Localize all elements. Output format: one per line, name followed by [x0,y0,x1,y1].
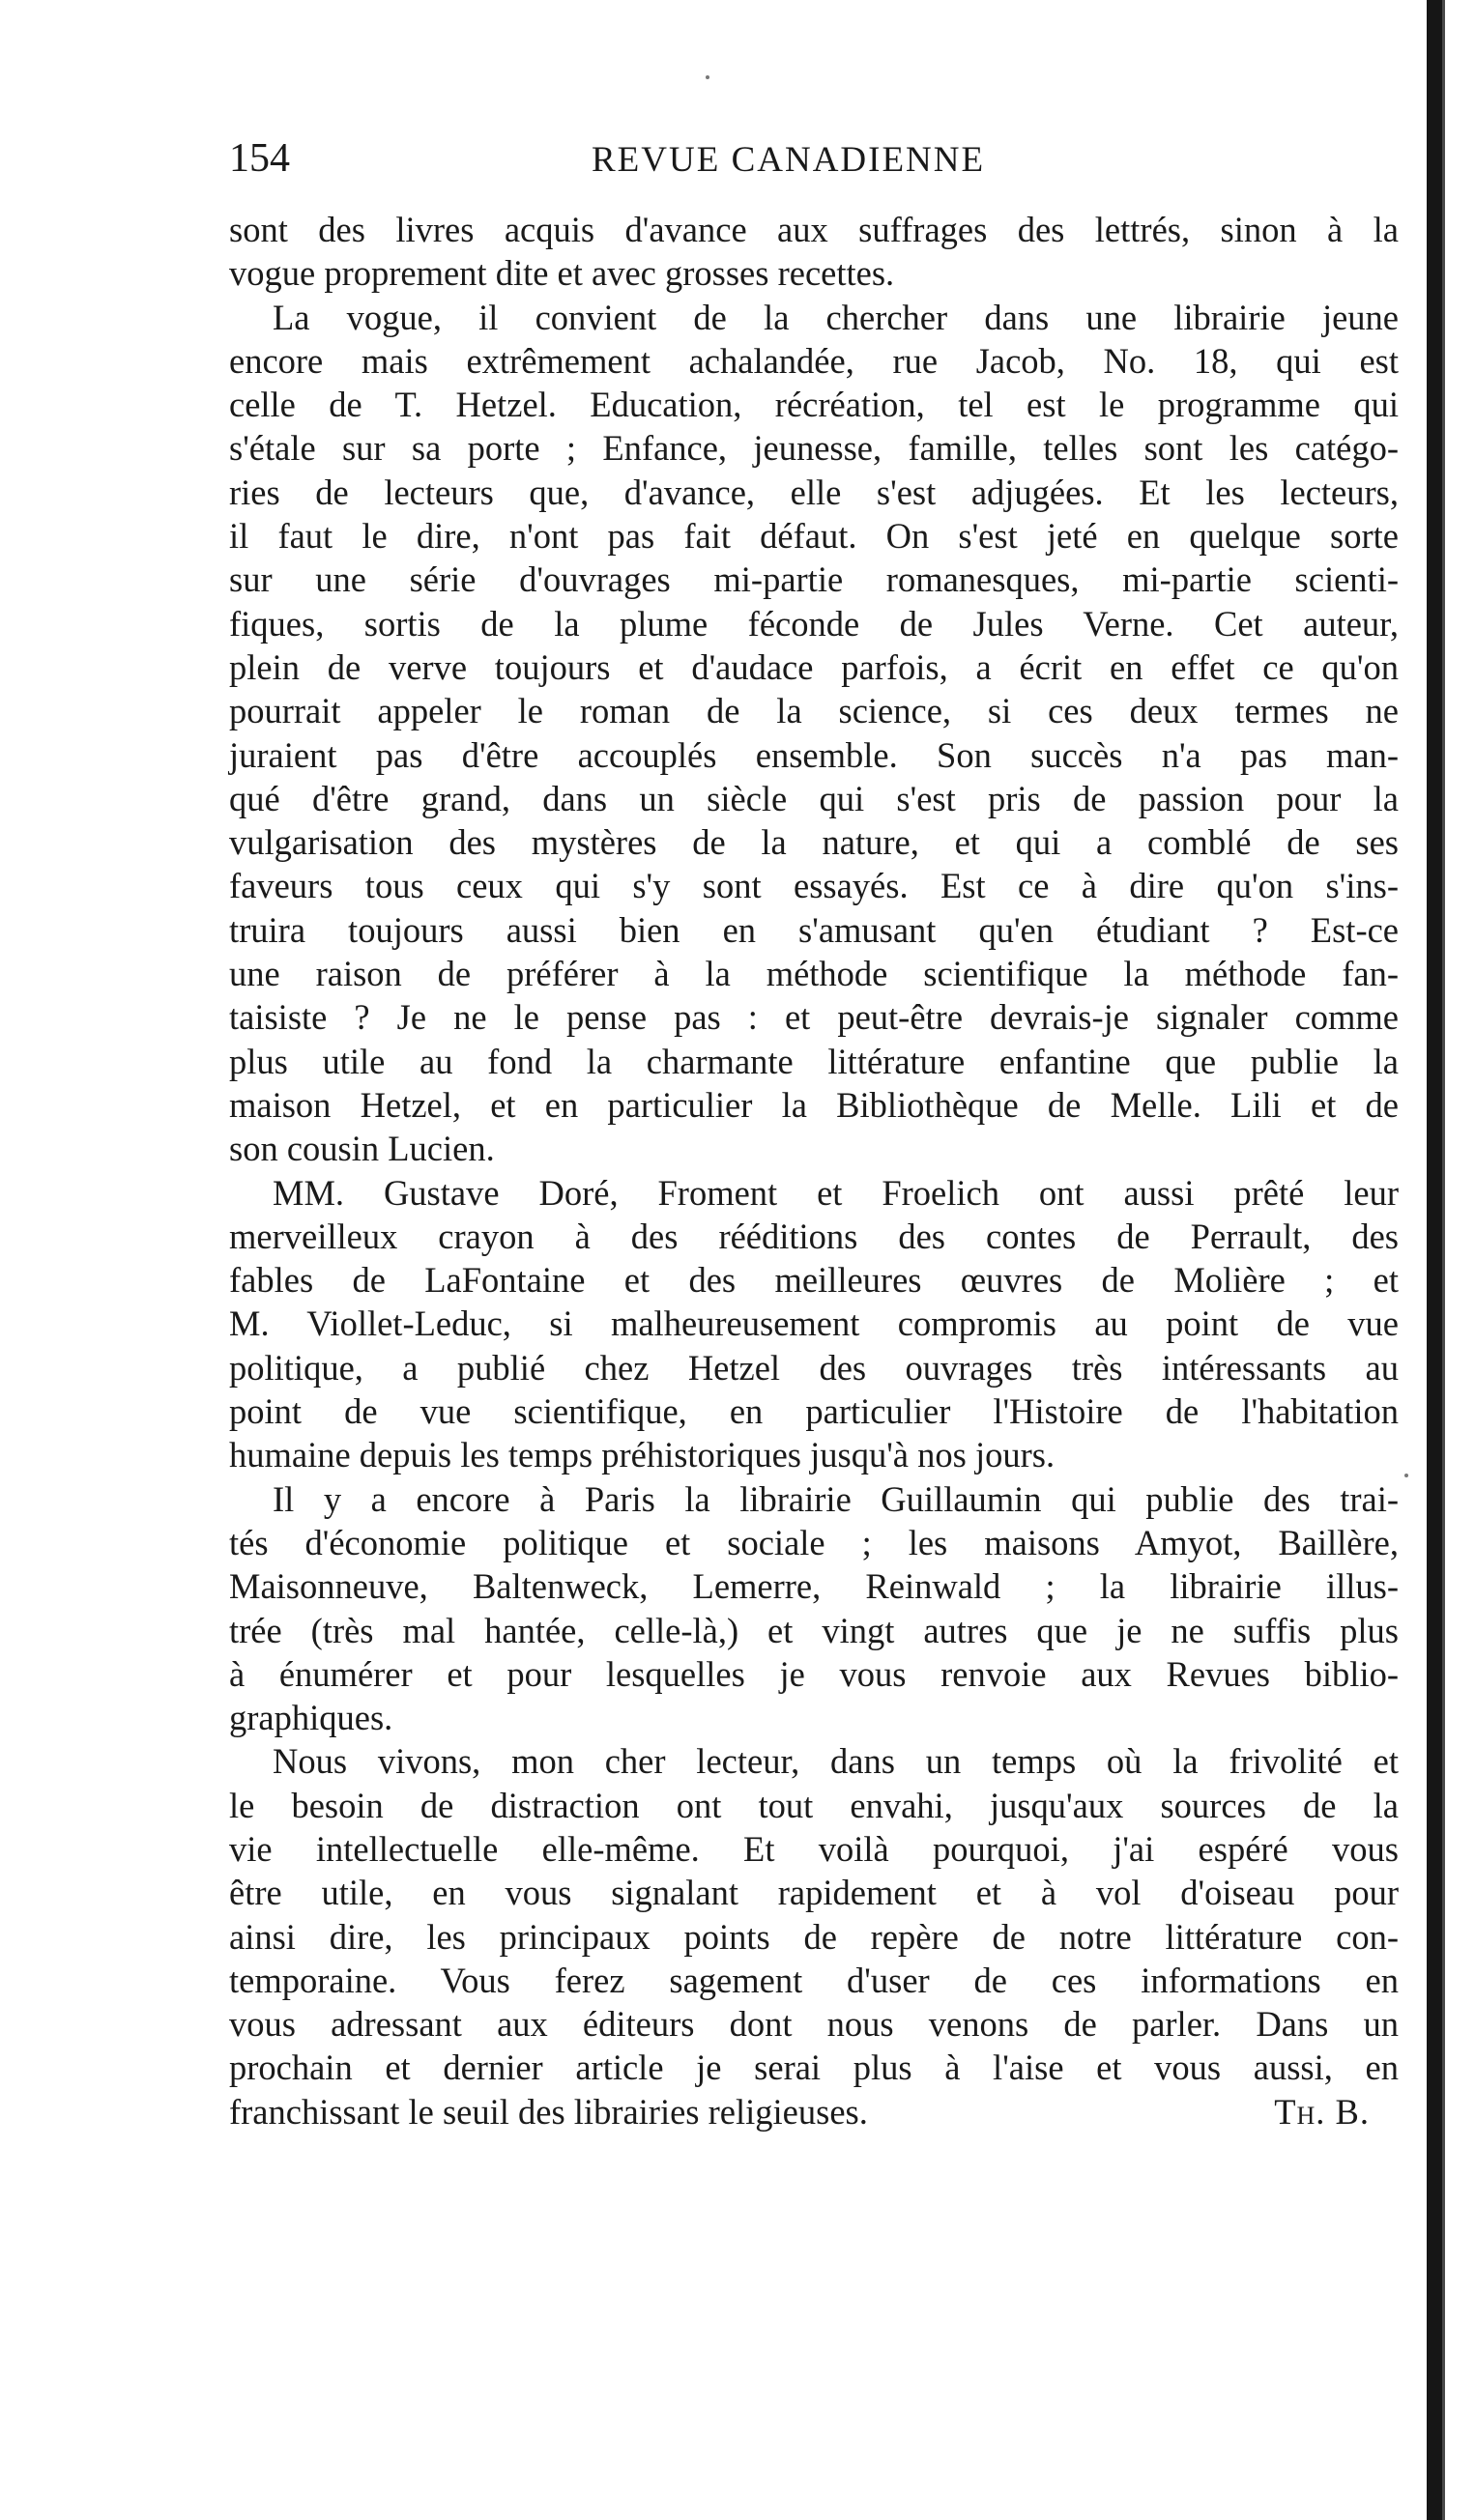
article-text [229,208,1399,2133]
text-line: qué d'être grand, dans un siècle qui s'est pris de passion pour la [229,778,1399,818]
text-line: pourrait appeler le roman de la science, si ces deux termes ne [229,691,1399,731]
text-line: truira toujours aussi bien en s'amusant qu'en étudiant ? Est-ce [229,909,1399,950]
text-line: politique, a publié chez Hetzel des ouvrages très intéressants au [229,1347,1399,1388]
text-line: être utile, en vous signalant rapidement et à vol d'oiseau pour [229,1873,1399,1913]
text-line: Nous vivons, mon cher lecteur, dans un temps où la frivolité et [273,1741,1399,1782]
paragraph-4 [229,1477,1399,1740]
text-line-with-signature [229,2090,1399,2133]
text-line: s'étale sur sa porte ; Enfance, jeunesse, famille, telles sont les catégo- [229,428,1399,469]
text-line: son cousin Lucien. [229,1129,495,1169]
text-line: MM. Gustave Doré, Froment et Froelich ont aussi prêté leur [273,1172,1399,1213]
text-line: vulgarisation des mystères de la nature, et qui a comblé de ses [229,822,1399,863]
text-line: vie intellectuelle elle-même. Et voilà pourquoi, j'ai espéré vous [229,1828,1399,1869]
running-head [229,135,1399,193]
text-line: tés d'économie politique et sociale ; les maisons Amyot, Baillère, [229,1522,1399,1562]
page-edge [1442,0,1475,2520]
text-line: point de vue scientifique, en particulier l'Histoire de l'habitation [229,1391,1399,1432]
text-line: fiques, sortis de la plume féconde de Jules Verne. Cet auteur, [229,603,1399,644]
text-line: franchissant le seuil des librairies religieuses. [229,2091,868,2132]
text-line: vogue proprement dite et avec grosses recettes. [229,253,895,294]
text-line: prochain et dernier article je serai plus à l'aise et vous aussi, en [229,2048,1399,2088]
text-line: celle de T. Hetzel. Education, récréation, tel est le programme qui [229,385,1399,425]
text-line: sur une série d'ouvrages mi-partie romanesques, mi-partie scienti- [229,559,1399,600]
text-line: vous adressant aux éditeurs dont nous venons de parler. Dans un [229,2004,1399,2045]
text-line: maison Hetzel, et en particulier la Bibliothèque de Melle. Lili et de [229,1084,1399,1125]
text-line: temporaine. Vous ferez sagement d'user de ces informations en [229,1960,1399,2000]
text-line: ainsi dire, les principaux points de repère de notre littérature con- [229,1916,1399,1957]
paper-speck [1404,1474,1408,1477]
text-line: encore mais extrêmement achalandée, rue Jacob, No. 18, qui est [229,340,1399,381]
text-line: le besoin de distraction ont tout envahi, jusqu'aux sources de la [229,1785,1399,1825]
text-line: M. Viollet-Leduc, si malheureusement compromis au point de vue [229,1303,1399,1344]
paragraph-1 [229,208,1399,296]
paragraph-3 [229,1171,1399,1477]
text-line: Il y a encore à Paris la librairie Guillaumin qui publie des trai- [273,1478,1399,1519]
text-line: à énumérer et pour lesquelles je vous renvoie aux Revues biblio- [229,1653,1399,1694]
text-line: Maisonneuve, Baltenweck, Lemerre, Reinwald ; la librairie illus- [229,1566,1399,1607]
text-line: ries de lecteurs que, d'avance, elle s'est adjugées. Et les lecteurs, [229,472,1399,512]
text-line: merveilleux crayon à des rééditions des contes de Perrault, des [229,1216,1399,1256]
text-line: faveurs tous ceux qui s'y sont essayés. Est ce à dire qu'on s'ins- [229,866,1399,906]
text-line: graphiques. [229,1698,393,1738]
text-line: sont des livres acquis d'avance aux suffrages des lettrés, sinon à la [229,210,1399,249]
text-line: fables de LaFontaine et des meilleures œuvres de Molière ; et [229,1260,1399,1301]
text-line: plus utile au fond la charmante littérature enfantine que publie la [229,1041,1399,1081]
text-line: juraient pas d'être accouplés ensemble. Son succès n'a pas man- [229,734,1399,775]
text-line: taisiste ? Je ne le pense pas : et peut-être devrais-je signaler comme [229,997,1399,1038]
text-line: trée (très mal hantée, celle-là,) et vingt autres que je ne suffis plus [229,1610,1399,1650]
page-number: 154 [229,136,290,181]
text-line: La vogue, il convient de la chercher dans une librairie jeune [273,297,1399,337]
paper-speck [706,75,709,79]
paragraph-2 [229,296,1399,1171]
text-line: plein de verve toujours et d'audace parfois, a écrit en effet ce qu'on [229,646,1399,687]
paragraph-5 [229,1739,1399,2133]
binding-shadow [1427,0,1442,2520]
text-line: il faut le dire, n'ont pas fait défaut. On s'est jeté en quelque sorte [229,516,1399,557]
author-signature: Th. B. [1274,2091,1370,2132]
text-line: humaine depuis les temps préhistoriques jusqu'à nos jours. [229,1435,1056,1475]
journal-title: REVUE CANADIENNE [592,140,986,180]
text-line: une raison de préférer à la méthode scientifique la méthode fan- [229,954,1399,994]
